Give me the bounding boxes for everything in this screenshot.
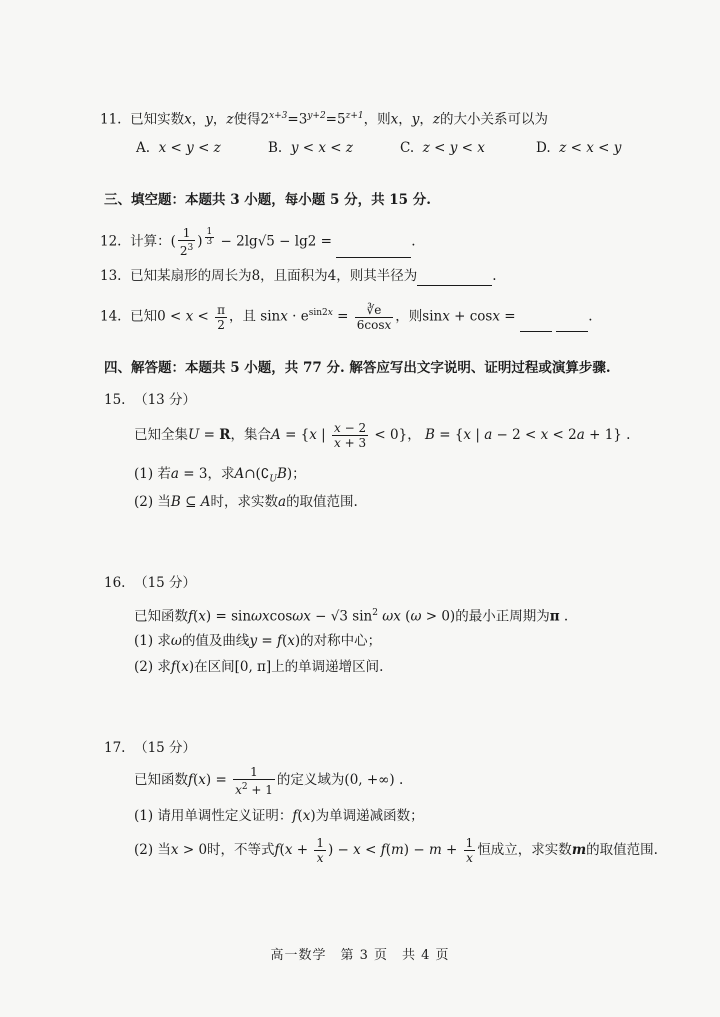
q15-part1: (1) 若a = 3，求$A\cap(∁_UB)$； bbox=[134, 466, 306, 485]
q15-stem: 已知全集U = R，集合A = {x | $\frac{x - 2}{x + 3}$ < 0}， B = {x | a − 2 < x < 2a + 1} . bbox=[134, 421, 631, 450]
q16-stem: 已知函数f(x) = sinωxcosωx − √3 $\sin^2 \omega x$ (ω > 0)的最小正周期为π . bbox=[134, 608, 569, 625]
q13: 13. 已知某扇形的周长为8，且面积为4，则其半径为 . bbox=[100, 268, 497, 284]
q17-part2: (2) 当x > 0时，不等式f(x + $\frac{1}{x}$ ) − x < f(m) − m + $\frac{1}{x}$ 恒成立，求实数m的取值范围. bbox=[134, 836, 658, 865]
q11-number: 11. bbox=[100, 111, 122, 128]
q11-stem: 11. 已知实数x，y，z使得$2^{x+3}=3^{y+2}=5^{z+1}$，则x，y，z的大小关系可以为 bbox=[100, 111, 548, 128]
q11-option-a: A. x < y < z bbox=[136, 140, 221, 156]
q13-answer-blank bbox=[417, 271, 492, 286]
q16-part2: (2) 求f(x)在区间[0, π]上的单调递增区间. bbox=[134, 659, 384, 675]
q12-answer-blank bbox=[336, 243, 411, 258]
q17-part1: (1) 请用单调性定义证明：f(x)为单调递减函数； bbox=[134, 808, 424, 824]
q12: 12. 计算：( $\frac{1}{2^3}$ ) $^{\frac{1}{3}}$ − 2lg√5 − lg2 = . bbox=[100, 226, 416, 258]
q17-header: 17. （15 分） bbox=[104, 740, 197, 756]
q17-stem: 已知函数f(x) = $\frac{1}{x^2 + 1}$ 的定义域为(0, +∞) . bbox=[134, 764, 404, 797]
section-4-title: 四、解答题：本题共 5 小题，共 77 分. 解答应写出文字说明、证明过程或演算步骤. bbox=[104, 360, 611, 376]
q16-header: 16. （15 分） bbox=[104, 575, 197, 591]
q16-part1: (1) 求ω的值及曲线y = f(x)的对称中心； bbox=[134, 633, 382, 649]
q15-header: 15. （13 分） bbox=[104, 392, 197, 408]
section-3-title: 三、填空题：本题共 3 小题，每小题 5 分，共 15 分. bbox=[104, 192, 431, 208]
q11-option-d: D. z < x < y bbox=[536, 140, 622, 156]
q14: 14. 已知0 < x < $\frac{\pi}{2}$ ，且 $\sin x \cdot e^{sin2x}$ = $\frac{∛e}{6\cos x}$ ，则sinx + cosx = . bbox=[100, 302, 593, 332]
q11-option-b: B. y < x < z bbox=[268, 140, 353, 156]
q11-option-c: C. z < y < x bbox=[400, 140, 485, 156]
q15-part2: (2) 当B ⊆ A时，求实数a的取值范围. bbox=[134, 494, 358, 510]
page-footer: 高一数学 第 3 页 共 4 页 bbox=[270, 948, 450, 963]
